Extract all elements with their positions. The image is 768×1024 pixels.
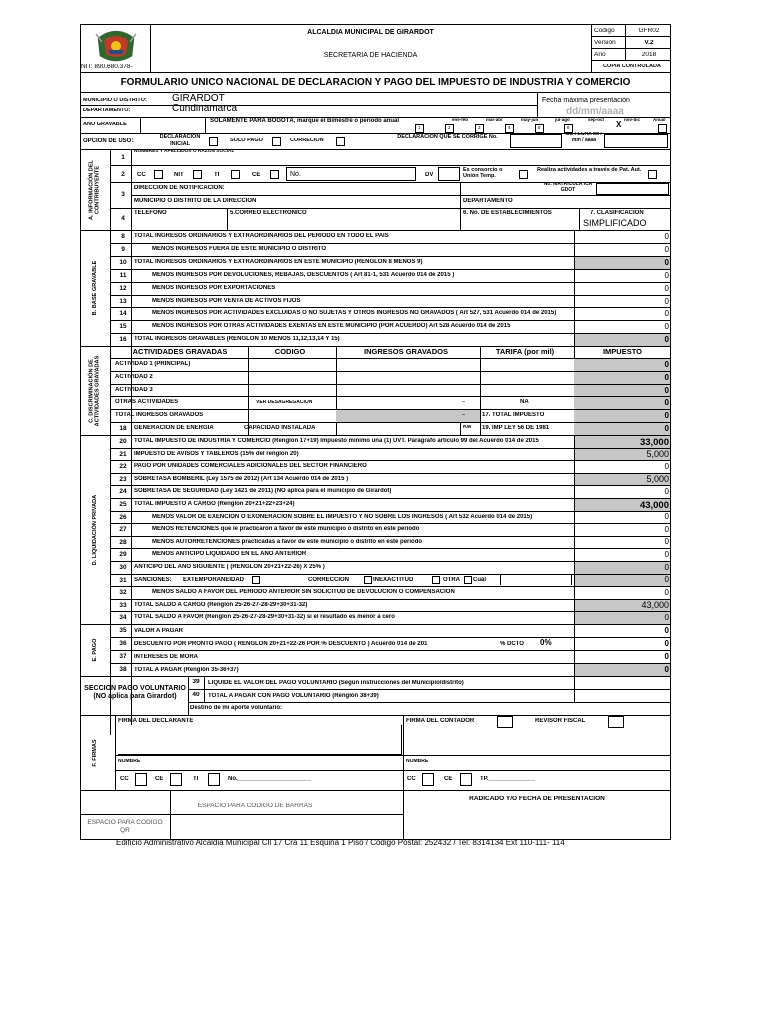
row-label: SOBRETASA BOMBERIL (Ley 1575 de 2012) (Art 134 Acuerdo 014 de 2015 ) (134, 475, 349, 482)
row-value[interactable]: 0 (664, 512, 669, 522)
row-value[interactable]: 43,000 (639, 499, 669, 511)
activity-label: ACTIVIDAD 2 (115, 373, 153, 380)
period-mar-abr: mar-abr (486, 118, 503, 122)
section-c-title: C. DISCRIMINACIÓN DE ACTIVIDADES GRAVADAS (88, 355, 101, 426)
row-value[interactable]: 0 (664, 296, 669, 306)
doc-left-cc: CC (120, 776, 129, 782)
row-label: MENOS VALOR DE EXENCIÓN O EXONERACIÓN SOBRE EL IMPUESTO Y NO SOBRE LOS INGRESOS ( Art 532 Acuerdo 014 de 2015) (152, 513, 533, 520)
period-check-3[interactable]: 3 (475, 124, 484, 133)
row-number: 15 (119, 323, 127, 331)
sancion-cual-input[interactable] (500, 575, 572, 586)
row-label: TOTAL INGRESOS ORDINARIOS Y EXTRAORDINARIOS EN ESTE MUNICIPIO (RENGLÓN 8 MENOS 9) (134, 258, 423, 265)
revisor-label: REVISOR FISCAL (535, 718, 586, 724)
matricula-input[interactable] (596, 183, 669, 195)
col-codigo: CODIGO (274, 348, 306, 356)
tax-form: NIT: 890.680.378- ALCALDIA MUNICIPAL DE GIRARDOT SECRETARIA DE HACIENDA Código GFR02 Versión V.2 Año 2018 COPIA CONTROLADA FORMULARIO ÚNICO NACIONAL DE DECLARACIÓN Y PAGO DEL IMPUESTO DE INDUSTRIA Y COMERCIO MUNICIPIO O DISTRITO: GIRARDOT DEPARTAMENTO: Cundinamarca Fecha máxima presentación dd/mm/aaaa AÑO GRAVABLE SOLAMENTE PARA BOGOTÁ, marque el Bimestre o periodo anual ene-feb mar-abr may-jun jul-ago sep-oct nov-dic Anual 1 2 3 4 5 6 X OPCIÓN DE USO: DECLARACION INICIAL SOLO PAGO CORRECION DECLARACION QUE SE CORRIGE No. DE FECHA dd / mm / aaaa A. INFORMACIÓN DEL CONTRIBUYENTE 1 NOMBRES Y APELLIDOS O RAZÓN SOCIAL 2 CC NIT TI CE No. DV Es consorcio o Unión Temp. Realiza actividades a través de Pat. Aut. 3 DIRECCIÓN DE NOTIFICACIÓN: No. MATRICULA ICA GDOT MUNICIPIO O DISTRITO DE LA DIRECCIÓN DEPARTAMENTO 4 TELÉFONO 5.CORREO ELECTRONICO 6. No. DE ESTABLECIMIENTOS 7. CLASIFICACIÓN SIMPLIFICADO B. BASE GRAVABLE C. DISCRIMINACIÓN DE ACTIVIDADES GRAVADAS ACTIVIDADES GRAVADAS CODIGO INGRESOS GRAVADOS TARIFA (por mil) IMPUESTO D. LIQUIDACIÓN PRIVADA E. PAGO SECCIÓN PAGO VOLUNTARIO (NO aplica para Girardot) Destino de mi aporte voluntario: F. FIRMAS FIRMA DEL DECLARANTE FIRMA DEL CONTADOR REVISOR FISCAL NOMBRE NOMBRE CC CE TI No.______________________ CC CE TP.______________ ESPACIO PARA CÓDIGO DE BARRAS RADICADO Y/O FECHA DE PRESENTACIÓN ESPACIO PARA CÓDIGO QR 8 TOTAL INGRESOS ORDINARIOS Y EXTRAORDINARIOS DEL PERIODO EN TODO EL PAÍS 0 9 MENOS INGRESOS FUERA DE ESTE MUNICIPIO O DISTRITO 0 10 TOTAL INGRESOS ORDINARIOS Y EXTRAORDINARIOS EN ESTE MUNICIPIO (RENGLÓN 8 MENOS 9) 0 11 MENOS INGRESOS POR DEVOLUCIONES, REBAJAS, DESCUENTOS ( Art 81-1, 531 Acuerdo 014 de 2015 ) 0 12 MENOS INGRESOS POR EXPORTACIONES 0 13 MENOS INGRESOS POR VENTA DE ACTIVOS FIJOS 0 14 MENOS INGRESOS POR ACTIVIDADES EXCLUIDAS O NO SUJETAS Y OTROS INGRESOS NO GRAVADOS ( Art 527, 531 Acuerdo 014 de 2015) 0 15 MENOS INGRESOS POR OTRAS ACTIVIDADES EXENTAS EN ESTE MUNICIPIO (POR ACUERDO) Art 528 Acuerdo 014 de 2015 0 16 TOTAL INGRESOS GRAVABLES (RENGLÓN 10 MENOS 11,12,13,14 Y 15) 0 ACTIVIDAD 1 (PRINCIPAL) 0 ACTIVIDAD 2 0 ACTIVIDAD 3 0 OTRAS ACTIVIDADES 0 VER DESAGREGACIÓN – NA TOTAL INGRESOS GRAVADOS – 17. TOTAL IMPUESTO 0 18 GENERACIÓN DE ENERGIA CAPACIDAD INSTALADA Kw 19. IMP LEY 56 DE 1981 0 20 TOTAL IMPUESTO DE INDUSTRIA Y COMERCIO (Renglon 17+19) Impuesto minimo una (1) UVT. Parágrafo articulo 99 del Acuerdo 014 de 2015 33,000 21 IMPUESTO DE AVISOS Y TABLEROS (15% del renglon 20) 5,000 22 PAGO POR UNIDADES COMERCIALES ADICIONALES DEL SECTOR FINANCIERO 0 23 SOBRETASA BOMBERIL (Ley 1575 de 2012) (Art 134 Acuerdo 014 de 2015 ) 5,000 24 SOBRETASA DE SEGURIDAD (Ley 1421 de 2011) (NO aplica para el municipio de Girardot) 0 25 TOTAL IMPUESTO A CARGO (Renglon 20+21+22+23+24) 43,000 26 MENOS VALOR DE EXENCIÓN O EXONERACIÓN SOBRE EL IMPUESTO Y NO SOBRE LOS INGRESOS ( Art 532 Acuerdo 014 de 2015) 0 27 MENOS RETENCIONES que le practicaron a favor de este municipio o distrito en este periodo 0 28 MENOS AUTORRETENCIONES practicadas a favor de este municipio o distrito en este periodo 0 29 MENOS ANTICIPO LIQUIDADO EN EL AÑO ANTERIOR 0 30 ANTICIPO DEL AÑO SIGUIENTE ( (RENGLON 20+21+22-26) X 25% ) 0 31 SANCIONES: 0 32 MENOS SALDO A FAVOR DEL PERIODO ANTERIOR SIN SOLICITUD DE DEVOLUCIÓN O COMPENSACIÓN 0 33 TOTAL SALDO A CARGO (Renglon 25-26-27-28-29+30+31-32) 43,000 34 TOTAL SALDO A FAVOR (Renglon 25-26-27-28-29+30+31-32) si el resultado es menor a cero 0 EXTEMPORANEIDAD CORRECCION INEXACTITUD OTRA Cuál 35 VALOR A PAGAR 0 36 DESCUENTO POR PRONTO PAGO ( RENGLON 20+21+22-26 POR % DESCUENTO ) Acuerdo 014 de 201 0 37 INTERESES DE MORA 0 38 TOTAL A PAGAR (Renglón 35-36+37) 0 % DCTO 0% 39 LIQUIDE EL VALOR DEL PAGO VOLUNTARIO (Según instrucciones del Municipio/distrito) 40 TOTAL A PAGAR CON PAGO VOLUNTARIO (Renglón 38+39) (80, 24, 671, 840)
row-label: TOTAL SALDO A CARGO (Renglon 25-26-27-28-29+30+31-32) (134, 601, 308, 608)
row-number: 1 (121, 154, 125, 161)
row-value[interactable]: 0 (664, 612, 669, 622)
row-number: 25 (119, 501, 127, 508)
row-value[interactable]: 0 (664, 524, 669, 534)
row-label: PAGO POR UNIDADES COMERCIALES ADICIONALES DEL SECTOR FINANCIERO (134, 463, 367, 470)
sancion-check[interactable] (464, 576, 472, 584)
dcto-label: % DCTO (500, 640, 524, 647)
sancion-option: OTRA (443, 576, 460, 583)
row-number: 39 (192, 679, 200, 685)
form-title: FORMULARIO ÚNICO NACIONAL DE DECLARACIÓN Y PAGO DEL IMPUESTO DE INDUSTRIA Y COMERCIO (120, 78, 631, 88)
destino-label: Destino de mi aporte voluntario: (190, 705, 283, 711)
row-label: VALOR A PAGAR (134, 627, 183, 634)
firma-contador-label: FIRMA DEL CONTADOR (406, 718, 475, 724)
period-check-5[interactable]: 5 (535, 124, 544, 133)
row-number: 8 (121, 233, 125, 240)
row-number: 29 (119, 551, 127, 559)
id-check-cc[interactable] (154, 170, 163, 179)
section-e-title: E. PAGO (91, 638, 98, 662)
row-label: SOBRETASA DE SEGURIDAD (Ley 1421 de 2011) (NO aplica para el municipio de Girardot) (134, 488, 392, 495)
direccion-label: DIRECCIÓN DE NOTIFICACIÓN: (134, 185, 225, 191)
row-value[interactable]: 0 (664, 575, 669, 585)
id-number-input[interactable]: No. (286, 167, 416, 181)
patrimonio-check[interactable] (648, 170, 657, 179)
row-number: 10 (119, 258, 127, 266)
row-label: TOTAL IMPUESTO A CARGO (Renglon 20+21+22+23+24) (134, 501, 295, 507)
doc-left-ce-check[interactable] (170, 773, 182, 786)
row-number: 24 (119, 488, 127, 496)
doc-right-ce: CE (444, 776, 453, 782)
row-value[interactable]: 0 (664, 283, 669, 293)
coat-of-arms-icon (94, 26, 138, 66)
row-number: 12 (119, 284, 127, 292)
col-tarifa: TARIFA (por mil) (495, 348, 555, 356)
row-value[interactable]: 0 (664, 461, 669, 471)
capacidad-instalada: CAPACIDAD INSTALADA (244, 425, 316, 431)
declaracion-corrige-input[interactable] (510, 134, 562, 148)
row-number: 37 (119, 653, 127, 660)
row-number: 32 (119, 589, 127, 597)
sancion-option: EXTEMPORANEIDAD (183, 576, 245, 583)
row-label: ANTICIPO DEL AÑO SIGUIENTE ( (RENGLON 20+21+22-26) X 25% ) (134, 564, 325, 570)
copia-controlada: COPIA CONTROLADA (603, 64, 661, 69)
row-label: DESCUENTO POR PRONTO PAGO ( RENGLON 20+21+22-26 POR % DESCUENTO ) Acuerdo 014 de 201 (134, 640, 428, 647)
row-label: MENOS AUTORRETENCIONES practicadas a favor de este municipio o distrito en este periodo (152, 538, 423, 545)
nombre-declarante-label: NOMBRE (118, 759, 141, 764)
de-fecha-input[interactable] (604, 134, 668, 148)
entity-name: ALCALDIA MUNICIPAL DE GIRARDOT (307, 29, 434, 36)
section-a-title: A. INFORMACIÓN DEL CONTRIBUYENTE (88, 159, 101, 220)
municipio-label: MUNICIPIO O DISTRITO: (83, 98, 147, 103)
dv-label: DV (425, 172, 434, 178)
row-number: 34 (119, 614, 127, 622)
row-number: 31 (119, 576, 127, 584)
row-number: 26 (119, 513, 127, 521)
total-ingresos-label: TOTAL INGRESOS GRAVADOS (115, 412, 204, 419)
period-check-1[interactable]: 1 (415, 124, 424, 133)
total-impuesto-label: 17. TOTAL IMPUESTO (482, 412, 545, 419)
row-number: 13 (119, 297, 127, 305)
activity-tax: 0 (664, 398, 669, 408)
telefono-label: TELÉFONO (134, 210, 167, 216)
activity-label: ACTIVIDAD 3 (115, 386, 153, 393)
row-label: MENOS INGRESOS POR DEVOLUCIONES, REBAJAS, DESCUENTOS ( Art 81-1, 531 Acuerdo 014 de 2015 ) (152, 271, 455, 278)
version-value: V.2 (644, 40, 654, 46)
row-number: 18 (119, 425, 127, 432)
row-label: IMPUESTO DE AVISOS Y TABLEROS (15% del renglon 20) (134, 450, 299, 457)
dash-mark: – (462, 399, 466, 406)
row-number: 33 (119, 601, 127, 609)
doc-right-cc: CC (407, 776, 416, 782)
row-value[interactable]: 5,000 (646, 449, 669, 460)
id-type-nit: NIT (174, 172, 184, 178)
barcode-space: ESPACIO PARA CÓDIGO DE BARRAS (197, 803, 313, 809)
row-label: MENOS INGRESOS POR ACTIVIDADES EXCLUIDAS O NO SUJETAS Y OTROS INGRESOS NO GRAVADOS ( Art 527, 531 Acuerdo 014 de 2015) (152, 310, 557, 317)
row-label: MENOS INGRESOS POR VENTA DE ACTIVOS FIJOS (152, 297, 301, 304)
col-actividades: ACTIVIDADES GRAVADAS (132, 348, 228, 356)
sancion-option: CORRECCION (308, 576, 350, 583)
sancion-check[interactable] (364, 576, 372, 584)
fecha-max-value[interactable]: dd/mm/aaaa (566, 107, 624, 117)
row-value[interactable]: 0 (664, 537, 669, 547)
clasificacion-label: 7. CLASIFICACIÓN (590, 210, 644, 216)
row-value[interactable]: 0 (664, 549, 669, 559)
declaracion-inicial-label: DECLARACION INICIAL (159, 134, 201, 147)
row-value[interactable]: 0 (664, 626, 669, 635)
period-check-2[interactable]: 2 (445, 124, 454, 133)
voluntario-title: SECCIÓN PAGO VOLUNTARIO (NO aplica para Girardot) (84, 685, 186, 700)
establecimientos-label: 6. No. DE ESTABLECIMIENTOS (463, 210, 552, 216)
row-value[interactable]: 0 (664, 639, 669, 648)
row-value[interactable]: 0 (664, 665, 669, 674)
sancion-check[interactable] (432, 576, 440, 584)
row-label: TOTAL INGRESOS ORDINARIOS Y EXTRAORDINARIOS DEL PERIODO EN TODO EL PAÍS (134, 233, 389, 239)
row-number: 38 (119, 666, 127, 673)
row-value[interactable]: 5,000 (646, 474, 669, 485)
codigo-value: GFR02 (638, 28, 660, 34)
dv-input[interactable] (438, 167, 460, 181)
period-nov-dic: nov-dic (624, 118, 641, 122)
total-impuesto-value: 0 (664, 411, 669, 421)
departamento-label: DEPARTAMENTO: (83, 108, 131, 113)
anio-gravable-input[interactable] (140, 118, 206, 133)
sancion-option: INEXACTITUD (373, 576, 414, 583)
period-jul-ago: jul-ago (555, 118, 570, 122)
qr-space: ESPACIO PARA CÓDIGO QR (87, 819, 163, 834)
consorcio-label: Es consorcio o Unión Temp. (463, 167, 503, 180)
voluntario-value-input[interactable] (575, 690, 670, 702)
id-type-ti: TI (214, 172, 220, 178)
row-label: LIQUIDE EL VALOR DEL PAGO VOLUNTARIO (Según instrucciones del Municipio/distrito) (208, 679, 464, 686)
id-check-nit[interactable] (193, 170, 202, 179)
patrimonio-label: Realiza actividades a través de Pat. Aut. (537, 167, 642, 173)
voluntario-value-input[interactable] (575, 677, 670, 689)
kw-label: Kw (463, 425, 472, 430)
activity-tax: 0 (664, 385, 669, 395)
bogota-note: SOLAMENTE PARA BOGOTÁ, marque el Bimestre o periodo anual (210, 118, 400, 124)
row-value[interactable]: 0 (664, 486, 669, 496)
consorcio-check[interactable] (519, 170, 528, 179)
razon-social-label: NOMBRES Y APELLIDOS O RAZÓN SOCIAL (134, 150, 235, 154)
na-label: NA (520, 399, 529, 406)
col-ingresos: INGRESOS GRAVADOS (364, 348, 448, 356)
activity-tax: 0 (664, 372, 669, 382)
sancion-option: Cuál (473, 576, 487, 583)
doc-right-cc-check[interactable] (422, 773, 434, 786)
row-number: 9 (121, 245, 125, 253)
solo-pago-label: SOLO PAGO (230, 138, 263, 143)
ver-desagregacion[interactable]: VER DESAGREGACIÓN (256, 400, 313, 406)
row-label: TOTAL INGRESOS GRAVABLES (RENGLÓN 10 MENOS 11,12,13,14 Y 15) (134, 336, 340, 343)
row-label: TOTAL SALDO A FAVOR (Renglon 25-26-27-28-29+30+31-32) si el resultado es menor a cero (134, 614, 395, 621)
period-sep-oct: sep-oct (588, 118, 605, 122)
period-ene-feb: ene-feb (452, 118, 469, 122)
row-number: 28 (119, 538, 127, 546)
period-may-jun: may-jun (521, 118, 539, 122)
de-fecha-label: DE FECHA dd / mm / aaaa (566, 132, 602, 143)
period-check-4[interactable]: 4 (505, 124, 514, 133)
row-value[interactable]: 0 (664, 652, 669, 661)
row-number: 40 (192, 692, 200, 698)
row-number: 21 (119, 450, 127, 458)
contador-check[interactable] (497, 716, 513, 728)
row-value[interactable]: 33,000 (639, 436, 669, 448)
declaracion-inicial-check[interactable] (209, 137, 218, 146)
row-number: 27 (119, 526, 127, 534)
row-number: 30 (119, 564, 127, 571)
departamento-direccion-label: DEPARTAMENTO (463, 198, 513, 204)
anio-value: 2018 (641, 52, 657, 58)
firma-declarante-label: FIRMA DEL DECLARANTE (118, 718, 194, 724)
anio-gravable-label: AÑO GRAVABLE (83, 122, 127, 127)
row-number: 35 (119, 627, 127, 634)
period-check-6[interactable]: 6 (564, 124, 573, 133)
matricula-label: No. MATRICULA ICA GDOT (543, 182, 593, 193)
version-label: Versión (594, 40, 616, 46)
fecha-max-label: Fecha máxima presentación (542, 97, 630, 104)
row-number: 11 (119, 271, 127, 279)
row-value[interactable]: 0 (664, 270, 669, 280)
dash-mark: – (462, 412, 466, 419)
municipio-direccion-label: MUNICIPIO O DISTRITO DE LA DIRECCIÓN (134, 198, 257, 204)
row-label: TOTAL A PAGAR (Renglón 35-36+37) (134, 666, 239, 673)
id-type-ce: CE (252, 172, 261, 178)
departamento-value[interactable]: Cundinamarca (172, 104, 238, 114)
row-value[interactable]: 0 (664, 335, 669, 345)
id-check-ce[interactable] (270, 170, 279, 179)
section-d-title: D. LIQUIDACIÓN PRIVADA (91, 494, 98, 565)
row-label: TOTAL IMPUESTO DE INDUSTRIA Y COMERCIO (Renglon 17+19) Impuesto minimo una (1) UVT. Parágrafo articulo 99 del Acuerdo 014 de 2015 (134, 438, 539, 444)
activity-label: ACTIVIDAD 1 (PRINCIPAL) (115, 361, 191, 367)
sancion-check[interactable] (252, 576, 260, 584)
section-b-title: B. BASE GRAVABLE (91, 260, 98, 316)
doc-left-ti: TI (193, 776, 199, 782)
nombre-contador-label: NOMBRE (406, 759, 429, 764)
row-number: 14 (119, 310, 127, 318)
dependency-name: SECRETARIA DE HACIENDA (323, 52, 418, 59)
row-number: 23 (119, 475, 127, 483)
row-label: MENOS RETENCIONES que le practicaron a favor de este municipio o distrito en este periodo (152, 526, 420, 533)
nit-label: NIT: 890.680.378- (81, 64, 133, 70)
period-anual: Anual (653, 118, 666, 122)
doc-right-ce-check[interactable] (460, 773, 472, 786)
codigo-label: Código (594, 28, 615, 34)
row-value[interactable]: 0 (664, 309, 669, 319)
doc-left-cc-check[interactable] (135, 773, 147, 786)
firma-declarante-area[interactable] (118, 725, 402, 755)
activity-label: OTRAS ACTIVIDADES (115, 399, 179, 406)
doc-left-no[interactable]: No.______________________ (228, 776, 312, 782)
period-check-anual[interactable] (658, 124, 667, 133)
id-check-ti[interactable] (231, 170, 240, 179)
correccion-label: CORRECION (290, 138, 324, 143)
period-mark[interactable]: X (616, 121, 622, 129)
opcion-uso-label: OPCIÓN DE USO: (83, 138, 134, 144)
row-value[interactable]: 43,000 (641, 600, 669, 611)
row-label: MENOS INGRESOS POR EXPORTACIONES (152, 284, 276, 291)
row-number: 36 (119, 640, 127, 647)
section-f-title: F. FIRMAS (91, 738, 98, 767)
row-value[interactable]: 0 (664, 587, 669, 597)
ley-56-label: 19. IMP LEY 56 DE 1981 (482, 425, 550, 431)
row-label: MENOS INGRESOS POR OTRAS ACTIVIDADES EXENTAS EN ESTE MUNICIPIO (POR ACUERDO) Art 528 Acuerdo 014 de 2015 (152, 323, 511, 330)
row-value[interactable]: 0 (664, 257, 669, 267)
activity-tax: 0 (664, 360, 669, 369)
correccion-check[interactable] (336, 137, 345, 146)
dcto-value[interactable]: 0% (540, 639, 552, 647)
row-value[interactable]: 0 (664, 244, 669, 254)
row-label: MENOS INGRESOS FUERA DE ESTE MUNICIPIO O DISTRITO (152, 245, 327, 252)
row-label: MENOS SALDO A FAVOR DEL PERIODO ANTERIOR SIN SOLICITUD DE DEVOLUCIÓN O COMPENSACIÓN (152, 589, 455, 596)
row-number: 16 (119, 336, 127, 344)
id-type-cc: CC (137, 172, 146, 178)
row-label: MENOS ANTICIPO LIQUIDADO EN EL AÑO ANTERIOR (152, 551, 307, 558)
computed-cell (336, 410, 480, 422)
generacion-energia: GENERACIÓN DE ENERGIA (134, 425, 214, 431)
clasificacion-value[interactable]: SIMPLIFICADO (583, 219, 647, 228)
row-number: 20 (119, 438, 127, 445)
row-value[interactable]: 0 (664, 562, 669, 572)
row-value[interactable]: 0 (664, 232, 669, 241)
row-number: 22 (119, 463, 127, 471)
revisor-check[interactable] (608, 716, 624, 728)
col-impuesto: IMPUESTO (602, 348, 643, 356)
row-label: TOTAL A PAGAR CON PAGO VOLUNTARIO (Renglón 38+39) (208, 692, 379, 699)
row-value[interactable]: 0 (664, 322, 669, 332)
correo-label: 5.CORREO ELECTRONICO (230, 210, 307, 216)
row-label: INTERESES DE MORA (134, 653, 199, 660)
tp-line[interactable]: TP.______________ (480, 776, 536, 782)
anio-label: Año (594, 52, 606, 58)
footer-address: Edificio Administrativo Alcaldia Municipal Cll 17 Cra 11 Esquina 1 Piso / Código Postal: 252432 / Tel: 8314134 Ext 110-111- 114 (116, 838, 565, 847)
municipio-value[interactable]: GIRARDOT (172, 94, 225, 104)
doc-left-ce: CE (155, 776, 164, 782)
row-label: SANCIONES: (134, 576, 172, 583)
declaracion-corrige-label: DECLARACION QUE SE CORRIGE No. (397, 134, 498, 140)
ley-56-value: 0 (664, 424, 669, 433)
radicado-label: RADICADO Y/O FECHA DE PRESENTACIÓN (469, 796, 605, 802)
doc-left-ti-check[interactable] (208, 773, 220, 786)
solo-pago-check[interactable] (272, 137, 281, 146)
